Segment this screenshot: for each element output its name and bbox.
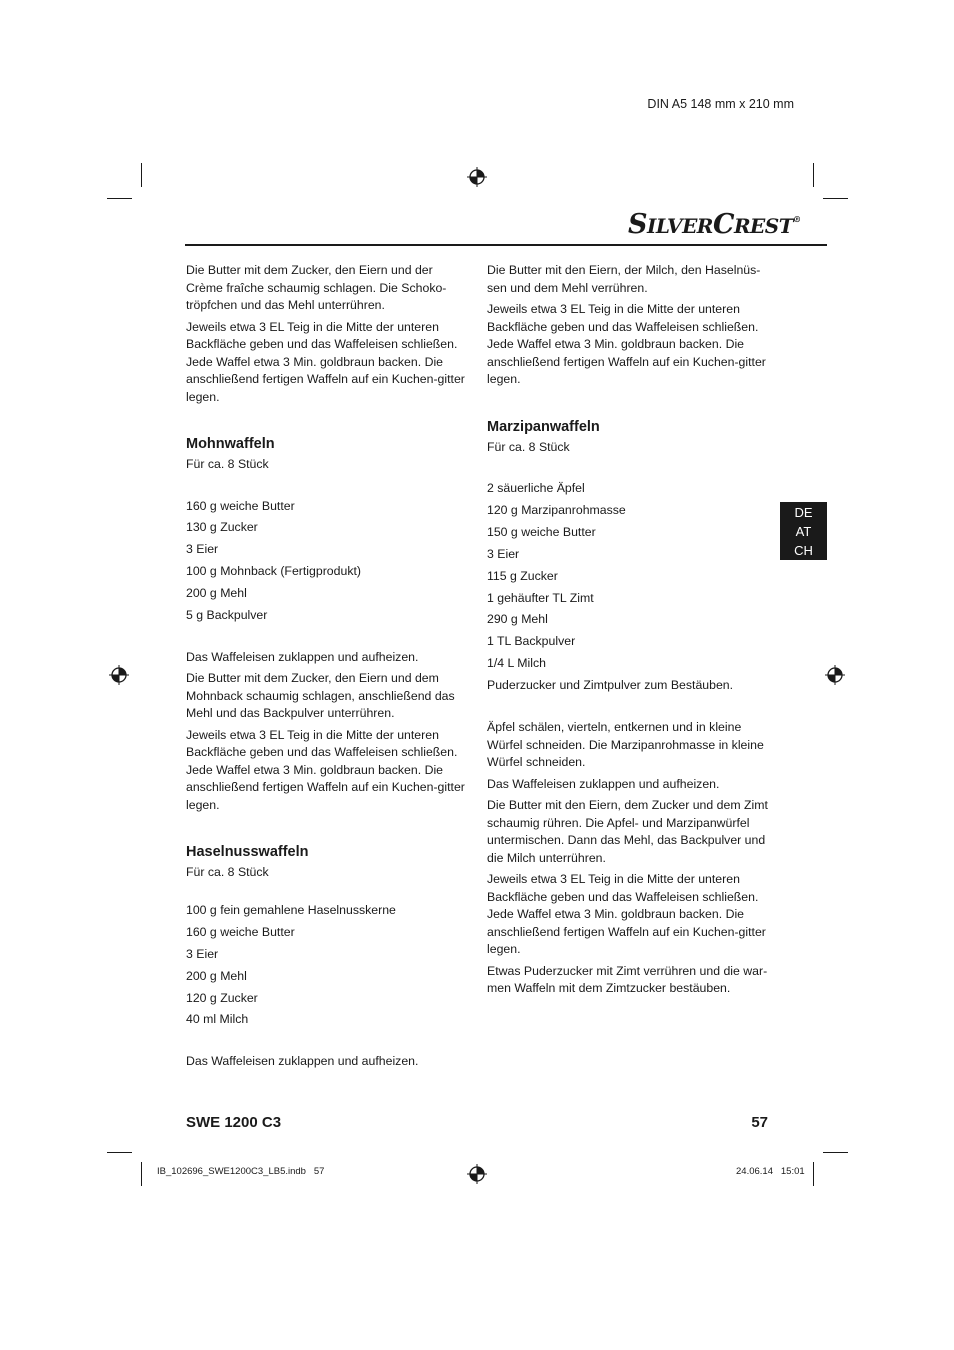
- crop-mark: [823, 198, 848, 199]
- instruction-list: [487, 719, 769, 998]
- ingredient: 160 g weiche Butter: [186, 498, 295, 513]
- registration-mark-icon: [109, 665, 129, 685]
- ingredient: 290 g Mehl: [487, 612, 548, 627]
- language-tab: [780, 502, 827, 560]
- print-slug-file: IB_102696_SWE1200C3_LB5.indb 57: [157, 1166, 325, 1177]
- header-rule: [185, 244, 827, 246]
- left-column: [186, 262, 466, 1075]
- ingredient: 3 Eier: [186, 946, 219, 961]
- servings: Für ca. 8 Stück: [487, 439, 570, 454]
- ingredient: 2 säuerliche Äpfel: [487, 481, 585, 495]
- ingredient: 130 g Zucker: [186, 520, 258, 535]
- format-label: DIN A5 148 mm x 210 mm: [647, 97, 794, 111]
- ingredient: 100 g fein gemahlene Haselnusskerne: [186, 902, 396, 917]
- crop-mark: [823, 1152, 848, 1153]
- ingredient: Puderzucker und Zimtpulver zum Bestäuben.: [487, 678, 734, 693]
- crop-mark: [813, 163, 814, 187]
- ingredient: 120 g Marzipanrohmasse: [487, 502, 626, 517]
- paragraph: Das Waffeleisen zuklappen und aufheizen.: [487, 776, 720, 791]
- recipe-title-marzipan: Marzipanwaffeln: [487, 418, 600, 435]
- paragraph: Jeweils etwa 3 EL Teig in die Mitte der unteren Backfläche geben und das Waffeleisen schließen. Jede Waffel etwa 3 Min. goldbraun backen. Die anschließend fertigen Waffeln auf ein Kuchen-gitter legen.: [186, 727, 465, 812]
- crop-mark: [813, 1162, 814, 1186]
- language-code: CH: [794, 543, 813, 558]
- registration-mark-icon: [467, 167, 487, 187]
- ingredient: 200 g Mehl: [186, 586, 247, 601]
- paragraph: Jeweils etwa 3 EL Teig in die Mitte der unteren Backfläche geben und das Waffeleisen schließen. Jede Waffel etwa 3 Min. goldbraun backen. Die anschließend fertigen Waffeln auf ein Kuchen-gitter legen.: [487, 302, 766, 386]
- servings: Für ca. 8 Stück: [186, 457, 269, 471]
- ingredient: 120 g Zucker: [186, 990, 258, 1005]
- ingredient: 1 gehäufter TL Zimt: [487, 590, 594, 605]
- paragraph: Die Butter mit den Eiern, dem Zucker und dem Zimt schaumig rühren. Die Apfel- und Marzipanwürfel untermischen. Dann das Mehl, das Backpulver und die Milch unterrühren.: [487, 798, 768, 865]
- paragraph: Das Waffeleisen zuklappen und aufheizen.: [186, 649, 419, 664]
- crop-mark: [141, 163, 142, 187]
- paragraph: Jeweils etwa 3 EL Teig in die Mitte der unteren Backfläche geben und das Waffeleisen schließen. Jede Waffel etwa 3 Min. goldbraun backen. Die anschließend fertigen Waffeln auf ein Kuchen-gitter legen.: [487, 872, 766, 957]
- model-number: SWE 1200 C3: [186, 1114, 282, 1131]
- ingredient-list: [487, 478, 769, 697]
- right-column: [487, 262, 769, 1002]
- ingredient-list: [186, 496, 466, 627]
- paragraph: Jeweils etwa 3 EL Teig in die Mitte der unteren Backfläche geben und das Waffeleisen schließen. Jede Waffel etwa 3 Min. goldbraun backen. Die anschließend fertigen Waffeln auf ein Kuchen-gitter legen.: [186, 319, 465, 404]
- servings: Für ca. 8 Stück: [186, 865, 269, 880]
- ingredient: 3 Eier: [487, 546, 520, 561]
- paragraph: Das Waffeleisen zuklappen und aufheizen.: [186, 1054, 419, 1069]
- ingredient: 1/4 L Milch: [487, 656, 547, 671]
- instruction-list: [186, 649, 466, 815]
- language-code: AT: [795, 524, 812, 539]
- paragraph: Die Butter mit den Eiern, der Milch, den Haselnüs-sen und dem Mehl verrühren.: [487, 263, 761, 295]
- language-code: DE: [794, 505, 813, 520]
- ingredient: 40 ml Milch: [186, 1012, 249, 1027]
- paragraph: Etwas Puderzucker mit Zimt verrühren und die war-men Waffeln mit dem Zimtzucker bestäuben.: [487, 963, 768, 996]
- print-slug-date: 24.06.14 15:01: [736, 1166, 805, 1177]
- crop-mark: [141, 1162, 142, 1186]
- crop-mark: [107, 1152, 132, 1153]
- ingredient: 200 g Mehl: [186, 968, 247, 983]
- recipe-title-haselnuss: Haselnusswaffeln: [186, 844, 309, 861]
- paragraph: Äpfel schälen, vierteln, entkernen und in kleine Würfel schneiden. Die Marzipanrohmasse in kleine Würfel schneiden.: [487, 720, 764, 770]
- recipe-title-mohn: Mohnwaffeln: [186, 436, 275, 452]
- ingredient: 3 Eier: [186, 542, 219, 557]
- ingredient: 150 g weiche Butter: [487, 524, 596, 539]
- registration-mark-icon: [825, 665, 845, 685]
- ingredient-list: [186, 900, 466, 1031]
- paragraph: Die Butter mit dem Zucker, den Eiern und dem Mohnback schaumig schlagen, anschließend das Mehl und das Backpulver unterrühren.: [186, 671, 455, 721]
- brand-logo: SILVERCREST®: [628, 209, 801, 240]
- ingredient: 1 TL Backpulver: [487, 634, 576, 649]
- page-number: 57: [751, 1114, 768, 1131]
- paragraph: Die Butter mit dem Zucker, den Eiern und der Crème fraîche schaumig schlagen. Die Schoko-tröpfchen und das Mehl unterrühren.: [186, 263, 447, 312]
- ingredient: 160 g weiche Butter: [186, 924, 295, 939]
- ingredient: 115 g Zucker: [487, 568, 558, 583]
- crop-mark: [107, 198, 132, 199]
- ingredient: 100 g Mohnback (Fertigprodukt): [186, 564, 361, 579]
- ingredient: 5 g Backpulver: [186, 608, 268, 623]
- registration-mark-icon: [467, 1164, 487, 1184]
